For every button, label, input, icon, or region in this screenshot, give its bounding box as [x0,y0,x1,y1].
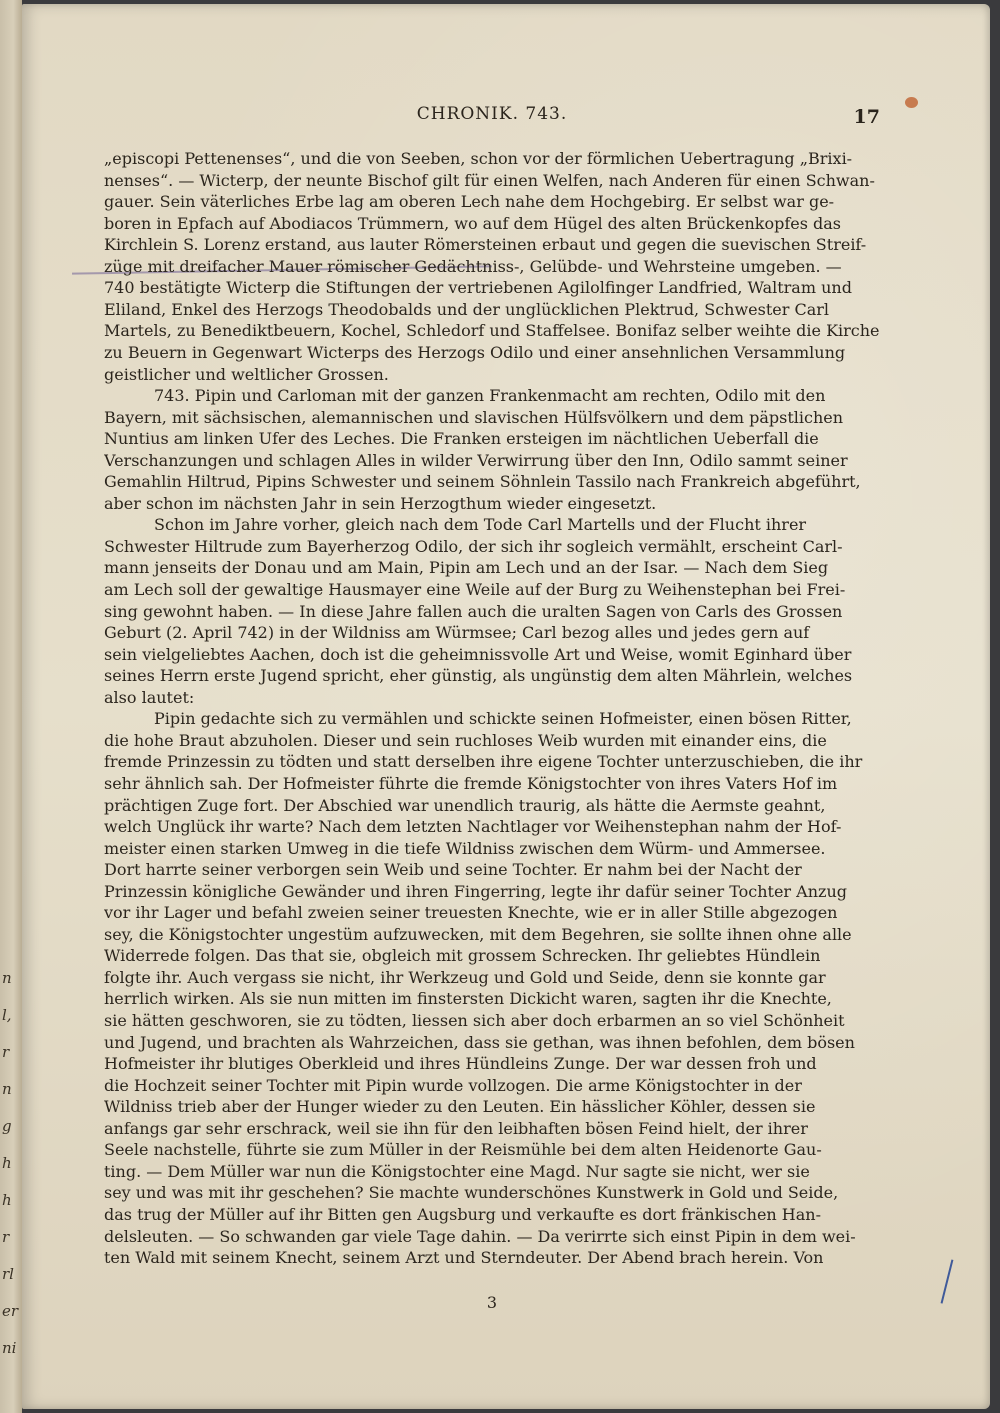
text-line: meister einen starken Umweg in die tiefe Wildniss zwischen dem Würm- und Ammersee. [104,838,826,858]
signature-mark: 3 [486,1293,498,1312]
spine-fragment: g [2,1117,12,1135]
text-line: Prinzessin königliche Gewänder und ihren Fingerring, legte ihr dafür seiner Tochter Anzug [104,881,847,901]
book-page [22,4,990,1409]
text-line: 743. Pipin und Carloman mit der ganzen Frankenmacht am rechten, Odilo mit den [154,386,826,406]
text-line: gauer. Sein väterliches Erbe lag am oberen Lech nahe dem Hochgebirg. Er selbst war ge- [104,192,835,212]
text-line: Verschanzungen und schlagen Alles in wilder Verwirrung über den Inn, Odilo sammt seiner [104,450,848,470]
text-line: Martels, zu Benediktbeuern, Kochel, Schledorf und Staffelsee. Bonifaz selber weihte die Kirche [104,321,880,341]
text-line: Schon im Jahre vorher, gleich nach dem Tode Carl Martells und der Flucht ihrer [154,515,807,535]
text-line: Seele nachstelle, führte sie zum Müller in der Reismühle bei dem alten Heidenorte Gau- [104,1140,822,1160]
text-line: am Lech soll der gewaltige Hausmayer eine Weile auf der Burg zu Weihenstephan bei Frei- [104,580,846,599]
text-line: Geburt (2. April 742) in der Wildniss am Würmsee; Carl bezog alles und jedes gern auf [104,623,810,643]
text-line: sie hätten geschworen, sie zu tödten, liessen sich aber doch erbarmen an so viel Schönheit [104,1011,845,1030]
text-line: also lautet: [104,687,195,707]
text-line: mann jenseits der Donau und am Main, Pipin am Lech und an der Isar. — Nach dem Sieg [104,558,829,578]
text-line: das trug der Müller auf ihr Bitten gen Augsburg und verkaufte es dort fränkischen Han- [104,1204,822,1224]
text-line: geistlicher und weltlicher Grossen. [104,364,389,384]
text-line: ten Wald mit seinem Knecht, seinem Arzt und Sterndeuter. Der Abend brach herein. Von [104,1248,824,1268]
page-number: 17 [853,106,880,128]
text-line: sey und was mit ihr geschehen? Sie machte wunderschönes Kunstwerk in Gold und Seide, [104,1183,839,1203]
text-line: boren in Epfach auf Abodiacos Trümmern, wo auf dem Hügel des alten Brückenkopfes das [104,213,842,233]
text-line: anfangs gar sehr erschrack, weil sie ihn für den leibhaften bösen Feind hielt, der ihrer [104,1118,808,1138]
text-line: delsleuten. — So schwanden gar viele Tage dahin. — Da verirrte sich einst Pipin in dem wei- [104,1226,856,1246]
body-text [104,148,880,1278]
text-line: Wildniss trieb aber der Hunger wieder zu den Leuten. Ein hässlicher Köhler, dessen sie [104,1097,816,1117]
text-line: folgte ihr. Auch vergass sie nicht, ihr Werkzeug und Gold und Seide, denn sie konnte gar [104,967,826,987]
text-line: welch Unglück ihr warte? Nach dem letzten Nachtlager vor Weihenstephan nahm der Hof- [104,817,842,837]
text-line: zu Beuern in Gegenwart Wicterps des Herzogs Odilo und einer ansehnlichen Versammlung [104,342,846,362]
text-line: Hofmeister ihr blutiges Oberkleid und ihres Hündleins Zunge. Der war dessen froh und [104,1054,817,1074]
text-line: vor ihr Lager und befahl zweien seiner treuesten Knechte, wie er in aller Stille abgezogen [104,903,838,923]
text-line: die hohe Braut abzuholen. Dieser und sein ruchloses Weib wurden mit einander eins, die [104,730,827,750]
spine-fragment: rl [2,1265,14,1283]
text-line: sehr ähnlich sah. Der Hofmeister führte die fremde Königstochter von ihres Vaters Hof im [104,773,838,793]
spine-fragment: l, [2,1006,12,1024]
text-line: Dort harrte seiner verborgen sein Weib und seine Tochter. Er nahm bei der Nacht der [104,860,802,880]
text-line: sein vielgeliebtes Aachen, doch ist die geheimnissvolle Art und Weise, womit Eginhard über [104,644,852,664]
book-spine-edge [0,0,22,1413]
spine-fragment: h [2,1191,12,1209]
spine-fragment: n [2,969,12,987]
spine-fragment: er [2,1302,19,1320]
text-line: Widerrede folgen. Das that sie, obgleich mit grossem Schrecken. Ihr geliebtes Hündlein [104,946,821,966]
spine-fragment: ni [2,1339,17,1357]
text-line: sey, die Königstochter ungestüm aufzuwecken, mit dem Begehren, sie sollte ihnen ohne alle [104,924,852,944]
text-line: „episcopi Pettenenses“, und die von Seeben, schon vor der förmlichen Uebertragung „Brixi- [104,149,853,168]
spine-fragment: r [2,1228,10,1246]
text-line: seines Herrn erste Jugend spricht, eher günstig, als ungünstig dem alten Mährlein, welches [104,666,853,686]
text-line: aber schon im nächsten Jahr in sein Herzogthum wieder eingesetzt. [104,493,657,513]
text-line: ting. — Dem Müller war nun die Königstochter eine Magd. Nur sagte sie nicht, wer sie [104,1161,810,1181]
text-line: und Jugend, und brachten als Wahrzeichen, dass sie gethan, was ihnen befohlen, dem bösen [104,1032,855,1052]
text-line: prächtigen Zuge fort. Der Abschied war unendlich traurig, als hätte die Aermste geahnt, [104,795,826,815]
text-line: Nuntius am linken Ufer des Leches. Die Franken ersteigen im nächtlichen Ueberfall die [104,429,819,449]
text-line: 740 bestätigte Wicterp die Stiftungen der vertriebenen Agilolfinger Landfried, Waltram und [104,278,852,298]
pen-stroke-mark [941,1259,953,1303]
spine-fragment: r [2,1043,10,1061]
text-line: sing gewohnt haben. — In diese Jahre fallen auch die uralten Sagen von Carls des Grossen [104,601,843,621]
text-line: Bayern, mit sächsischen, alemannischen und slavischen Hülfsvölkern und dem päpstlichen [104,407,844,427]
page-header [104,104,880,134]
text-line: die Hochzeit seiner Tochter mit Pipin wurde vollzogen. Die arme Königstochter in der [104,1075,802,1095]
text-line: fremde Prinzessin zu tödten und statt derselben ihre eigene Tochter unterzuschieben, die ihr [104,752,863,772]
text-line: Kirchlein S. Lorenz erstand, aus lauter Römersteinen erbaut und gegen die suevischen Streif- [104,235,867,255]
running-head: CHRONIK. 743. [416,104,568,124]
text-line: Eliland, Enkel des Herzogs Theodobalds und der unglücklichen Plektrud, Schwester Carl [104,299,830,319]
spine-fragment: n [2,1080,12,1098]
adjacent-page-fragments [2,960,20,1367]
text-line: herrlich wirken. Als sie nun mitten im finstersten Dickicht waren, sagten ihr die Knechte, [104,989,832,1009]
text-line: züge mit dreifacher Mauer römischer Gedächtniss-, Gelübde- und Wehrsteine umgeben. — [104,256,842,276]
text-line: Schwester Hiltrude zum Bayerherzog Odilo, der sich ihr sogleich vermählt, erscheint Carl- [104,536,843,556]
text-line: nenses“. — Wicterp, der neunte Bischof gilt für einen Welfen, nach Anderen für einen Schwan- [104,170,875,190]
spine-fragment: h [2,1154,12,1172]
text-line: Pipin gedachte sich zu vermählen und schickte seinen Hofmeister, einen bösen Ritter, [154,709,852,729]
paper-stain [905,97,918,108]
text-line: Gemahlin Hiltrud, Pipins Schwester und seinem Söhnlein Tassilo nach Frankreich abgeführt, [104,472,861,492]
